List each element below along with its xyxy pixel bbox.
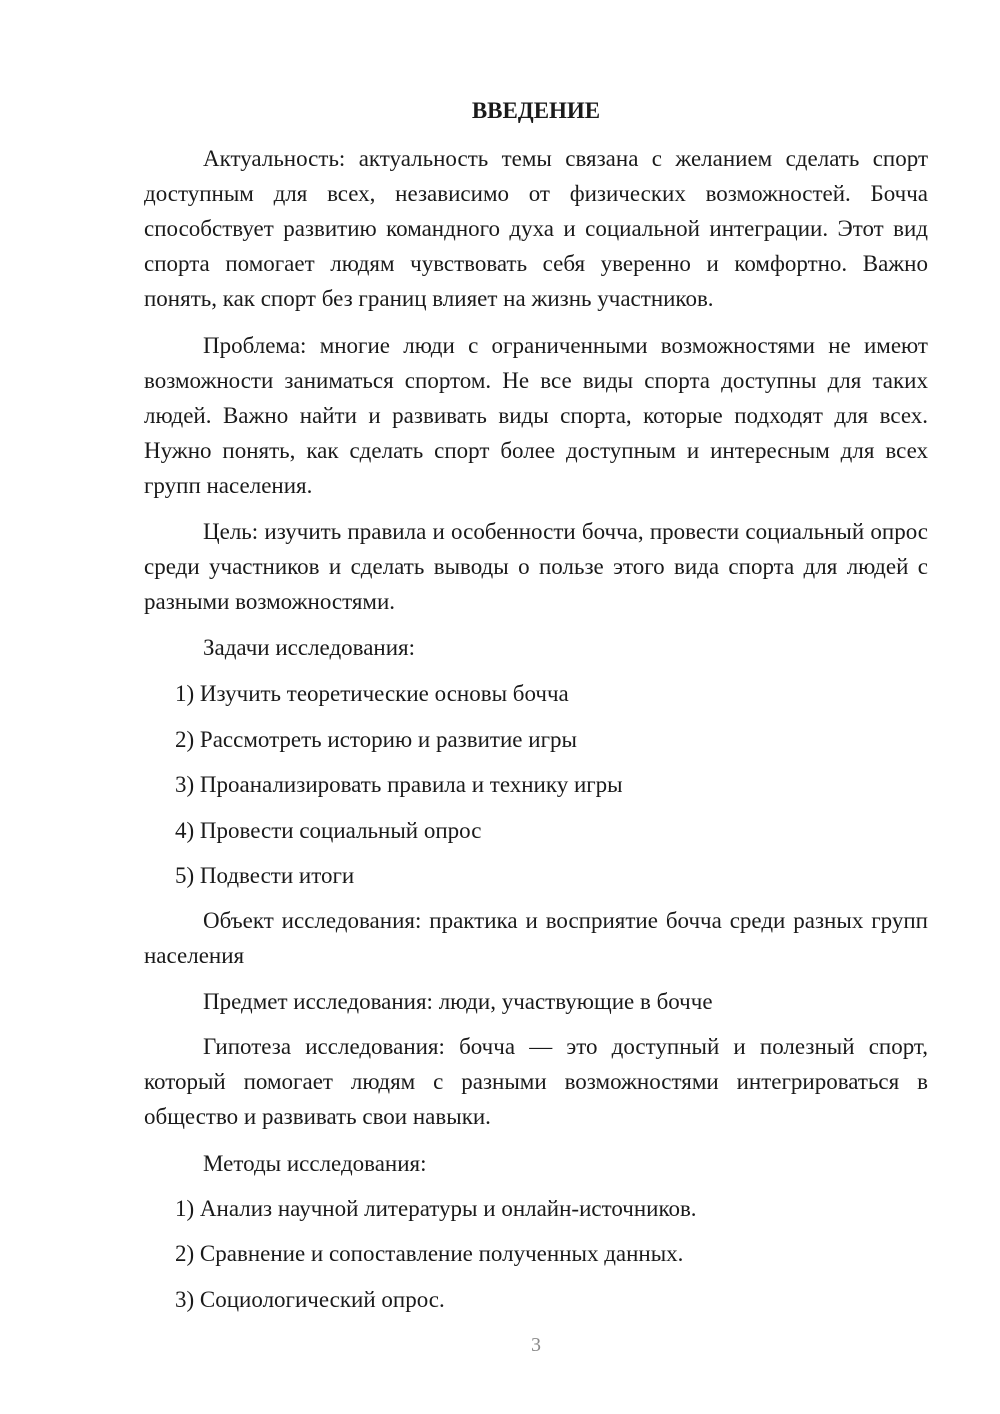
subject-paragraph: Предмет исследования: люди, участвующие в бочче: [203, 989, 713, 1014]
section-heading: ВВЕДЕНИЕ: [471, 98, 601, 123]
task-item: 1) Изучить теоретические основы бочча: [175, 681, 569, 706]
method-item: 2) Сравнение и сопоставление полученных данных.: [175, 1241, 684, 1266]
methods-title: Методы исследования:: [203, 1151, 427, 1176]
problem-paragraph: Проблема: многие люди с ограниченными возможностями не имеют возможности заниматься спортом. Не все виды спорта доступны для таких людей. Важно найти и развивать виды спорта, которые подходят для всех. Нужно понять, как сделать спорт более доступным и интересным для всех групп населения.: [144, 333, 928, 498]
task-item: 3) Проанализировать правила и технику игры: [175, 772, 623, 797]
task-item: 5) Подвести итоги: [175, 863, 355, 888]
page-number: 3: [531, 1334, 541, 1356]
tasks-title: Задачи исследования:: [203, 635, 416, 660]
hypothesis-paragraph: Гипотеза исследования: бочча — это доступный и полезный спорт, который помогает людям с разными возможностями интегрироваться в общество и развивать свои навыки.: [144, 1034, 928, 1129]
actuality-paragraph: Актуальность: актуальность темы связана с желанием сделать спорт доступным для всех, независимо от физических возможностей. Бочча способствует развитию командного духа и социальной интеграции. Этот вид спорта помогает людям чувствовать себя уверенно и комфортно. Важно понять, как спорт без границ влияет на жизнь участников.: [144, 146, 928, 311]
method-item: 3) Социологический опрос.: [175, 1287, 445, 1312]
goal-paragraph: Цель: изучить правила и особенности бочча, провести социальный опрос среди участников и сделать выводы о пользе этого вида спорта для людей с разными возможностями.: [144, 519, 928, 614]
task-item: 4) Провести социальный опрос: [175, 818, 482, 843]
task-item: 2) Рассмотреть историю и развитие игры: [175, 727, 577, 752]
object-paragraph: Объект исследования: практика и восприятие бочча среди разных групп населения: [144, 908, 928, 968]
method-item: 1) Анализ научной литературы и онлайн-источников.: [175, 1196, 697, 1221]
